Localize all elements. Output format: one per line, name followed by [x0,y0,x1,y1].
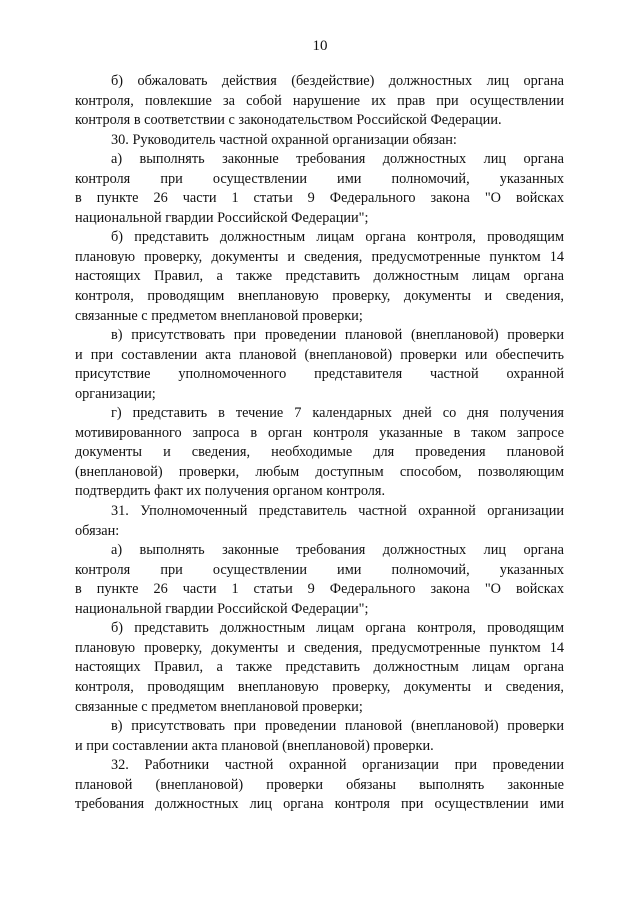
text-line: связанные с предметом внеплановой проверки; [75,307,363,324]
text-line: национальной гвардии Российской Федерации"; [75,600,369,617]
text-line: в пункте 26 части 1 статьи 9 Федерального закона "О войсках [75,190,564,207]
text-line: б) обжаловать действия (бездействие) должностных лиц органа [111,73,564,89]
text-line: подтвердить факт их получения органом контроля. [75,483,386,500]
text-line: и при составлении акта плановой (внеплановой) проверки. [75,737,434,754]
text-line: в) присутствовать при проведении плановой (внеплановой) проверки [111,718,564,735]
document-body [75,72,564,815]
text-line: в) присутствовать при проведении плановой (внеплановой) проверки [111,327,564,344]
text-line: 30. Руководитель частной охранной организации обязан: [111,131,457,148]
text-line: 32. Работники частной охранной организации при проведении [111,757,564,774]
text-line: документы и сведения, необходимые для проведения плановой [75,444,564,461]
text-line: плановую проверку, документы и сведения, предусмотренные пунктом 14 [75,248,564,265]
text-line: и при составлении акта плановой (внеплановой) проверки или обеспечить [75,346,564,363]
text-line: организации; [75,385,156,402]
text-line: а) выполнять законные требования должностных лиц органа [111,151,564,168]
text-line: плановой (внеплановой) проверки обязаны выполнять законные [75,776,564,793]
text-line: требования должностных лиц органа контроля при осуществлении ими [75,796,564,813]
text-line: контроля, проводящим внеплановую проверку, документы и сведения, [75,288,564,305]
text-line: национальной гвардии Российской Федерации"; [75,209,369,226]
text-line: б) представить должностным лицам органа контроля, проводящим [111,620,564,637]
text-line: (внеплановой) проверки, любым доступным способом, позволяющим [75,463,564,480]
text-line: контроля в соответствии с законодательством Российской Федерации. [75,112,502,129]
page-number: 10 [312,38,328,54]
text-line: мотивированного запроса в орган контроля указанные в таком запросе [75,424,564,441]
text-line: контроля при осуществлении ими полномочий, указанных [75,561,564,578]
text-line: 31. Уполномоченный представитель частной охранной организации [111,503,564,520]
text-line: контроля при осуществлении ими полномочий, указанных [75,170,564,187]
text-line: в пункте 26 части 1 статьи 9 Федерального закона "О войсках [75,581,564,598]
text-line: связанные с предметом внеплановой проверки; [75,698,363,715]
text-line: а) выполнять законные требования должностных лиц органа [111,542,564,559]
text-line: присутствие уполномоченного представителя частной охранной [75,366,564,383]
text-line: б) представить должностным лицам органа контроля, проводящим [111,229,564,246]
text-line: контроля, проводящим внеплановую проверку, документы и сведения, [75,678,564,695]
text-line: настоящих Правил, а также представить должностным лицам органа [75,268,564,285]
text-line: плановую проверку, документы и сведения, предусмотренные пунктом 14 [75,639,564,656]
text-line: настоящих Правил, а также представить должностным лицам органа [75,659,564,676]
text-line: контроля, повлекшие за собой нарушение их прав при осуществлении [75,92,564,109]
text-line: обязан: [75,522,120,539]
text-line: г) представить в течение 7 календарных дней со дня получения [111,405,564,422]
